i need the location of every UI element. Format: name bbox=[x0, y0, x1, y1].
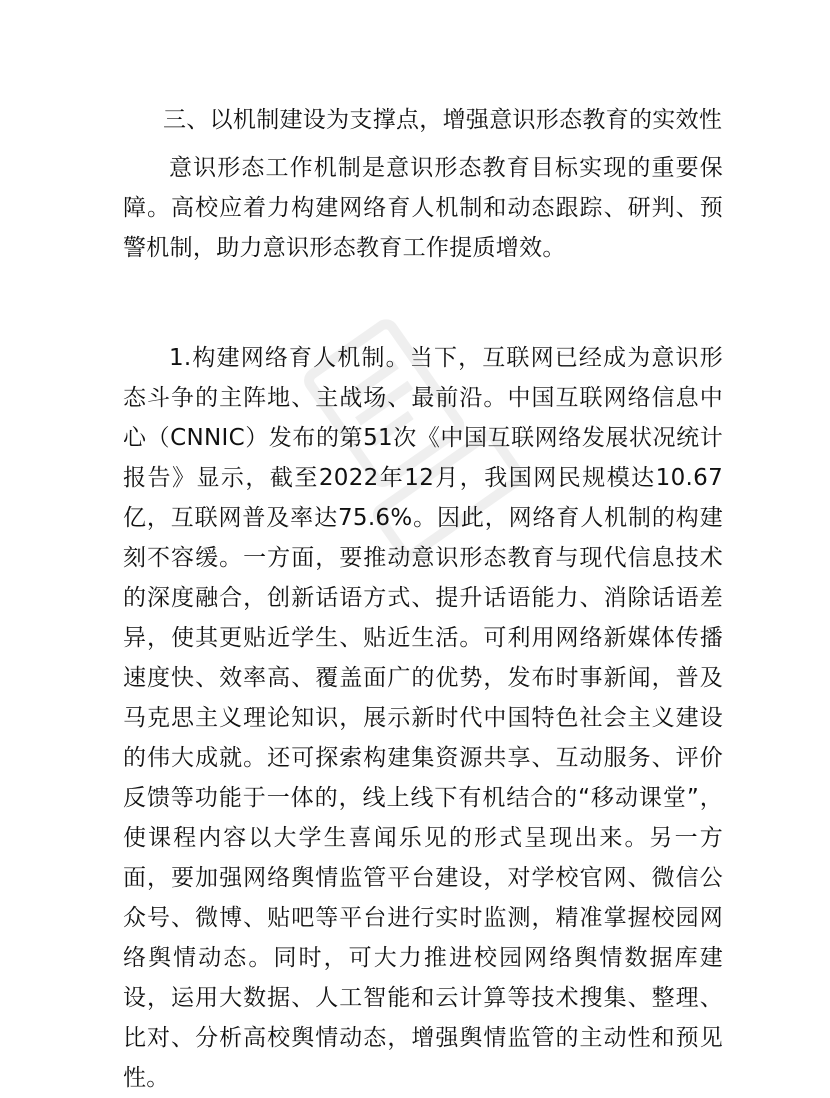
intro-paragraph: 意识形态工作机制是意识形态教育目标实现的重要保障。高校应着力构建网络育人机制和动态跟踪、研判、预警机制，助力意识形态教育工作提质增效。 bbox=[123, 155, 723, 261]
network-mechanism-paragraph: 1.构建网络育人机制。当下，互联网已经成为意识形态斗争的主阵地、主战场、最前沿。中国互联网络信息中心（CNNIC）发布的第51次《中国互联网络发展状况统计报告》显示，截至2022年12月，我国网民规模达10.67亿，互联网普及率达75.6%。因此，网络育人机制的构建刻不容缓。一方面，要推动意识形态教育与现代信息技术的深度融合，创新话语方式、提升话语能力、消除话语差异，使其更贴近学生、贴近生活。可利用网络新媒体传播速度快、效率高、覆盖面广的优势，发布时事新闻，普及马克思主义理论知识，展示新时代中国特色社会主义建设的伟大成就。还可探索构建集资源共享、互动服务、评价反馈等功能于一体的，线上线下有机结合的“移动课堂”，使课程内容以大学生喜闻乐见的形式呈现出来。另一方面，要加强网络舆情监管平台建设，对学校官网、微信公众号、微博、贴吧等平台进行实时监测，精准掌握校园网络舆情动态。同时，可大力推进校园网络舆情数据库建设，运用大数据、人工智能和云计算等技术搜集、整理、比对、分析高校舆情动态，增强舆情监管的主动性和预见性。 bbox=[123, 345, 723, 1091]
article-body bbox=[123, 96, 723, 1098]
section-heading: 三、以机制建设为支撑点，增强意识形态教育的实效性 bbox=[163, 107, 723, 133]
